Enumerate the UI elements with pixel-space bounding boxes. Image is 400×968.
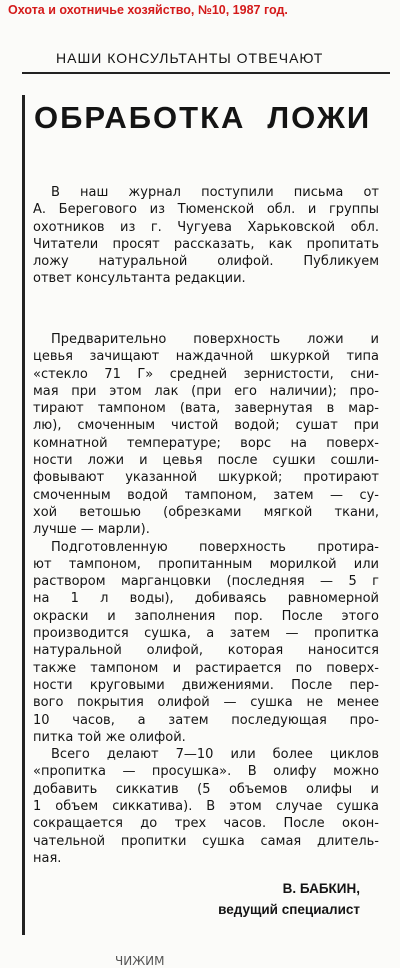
intro-line: ложу натуральной олифой. Публикуем — [33, 254, 379, 270]
headline-word-2: ЛОЖИ — [267, 100, 372, 135]
body-line: Всего делают 7—10 или более циклов — [51, 747, 379, 763]
intro-paragraph — [33, 184, 379, 288]
body-line: мая при этом лак (при его наличии); про- — [33, 383, 379, 399]
body-line: 10 часов, а затем последующая про- — [33, 712, 379, 728]
author-title: ведущий специалист — [218, 902, 360, 917]
body-line: комнатной температуре; ворс на поверх- — [33, 435, 379, 451]
source-caption: Охота и охотничье хозяйство, №10, 1987 год. — [8, 3, 288, 17]
body-line: Предварительно поверхность ложи и — [51, 332, 379, 347]
body-line: хой ветошью (обрезками мягкой ткани, — [33, 504, 379, 520]
body-line: натуральной олифой, которая наносится — [33, 643, 379, 659]
body-line: раствором марганцовки (последняя — 5 г — [33, 574, 379, 590]
body-line: добавить сиккатив (5 объемов олифы и — [33, 781, 379, 797]
body-line: чательной пропитки сушка самая длитель- — [33, 833, 379, 849]
body-line: ная. — [33, 850, 62, 866]
body-line: производится сушка, а затем — пропитка — [33, 626, 379, 642]
body-line: цевья зачищают наждачной шкуркой типа — [33, 349, 379, 365]
intro-line: охотников из г. Чугуева Харьковской обл. — [33, 219, 379, 235]
body-line: вого покрытия олифой — сушка не менее — [33, 695, 379, 711]
headline-word-1: ОБРАБОТКА — [34, 100, 246, 135]
body-line: ности круговыми движениями. После пер- — [33, 677, 379, 693]
body-line: ют тампоном, пропитанным морилкой или — [33, 556, 379, 572]
body-line: на 1 л воды), добиваясь равномерной — [33, 591, 379, 607]
author-name: В. БАБКИН, — [282, 881, 360, 896]
body-line: питка той же олифой. — [33, 729, 186, 745]
top-rule — [22, 72, 390, 74]
article-headline — [34, 100, 371, 136]
intro-line: Читатели просят рассказать, как пропитать — [33, 236, 379, 252]
body-line: лучше — марли). — [33, 522, 150, 538]
body-line: тирают тампоном (вата, завернутая в мар- — [33, 401, 379, 417]
body-line: «стекло 71 Г» средней зернистости, сни- — [33, 366, 379, 382]
body-line: также тампоном и растирается по поверх- — [33, 660, 379, 676]
body-line: лю), смоченным чистой водой; сушат при — [33, 418, 379, 434]
rubric-heading: НАШИ КОНСУЛЬТАНТЫ ОТВЕЧАЮТ — [56, 50, 324, 66]
body-line: ности ложи и цевья после сушки сошли- — [33, 453, 379, 469]
article-body — [33, 331, 379, 867]
body-line: смоченным водой тампоном, затем — су- — [33, 487, 379, 503]
body-line: окраски и заполнения пор. После этого — [33, 608, 379, 624]
author-signature — [218, 878, 360, 920]
body-line: 1 объем сиккатива). В этом случае сушка — [33, 799, 379, 815]
intro-line: ответ консультанта редакции. — [33, 271, 246, 287]
body-line: Подготовленную поверхность протира- — [51, 539, 379, 555]
intro-line: В наш журнал поступили письма от — [51, 185, 379, 200]
intro-line: А. Берегового из Тюменской обл. и группы — [33, 202, 379, 218]
body-line: сокращается до трех часов. После окон- — [33, 816, 379, 832]
body-line: фовывают указанной шкуркой; протирают — [33, 470, 379, 486]
next-article-cutoff: ЧИЖИМ — [115, 954, 165, 968]
body-line: «пропитка — просушка». В олифу можно — [33, 764, 379, 780]
